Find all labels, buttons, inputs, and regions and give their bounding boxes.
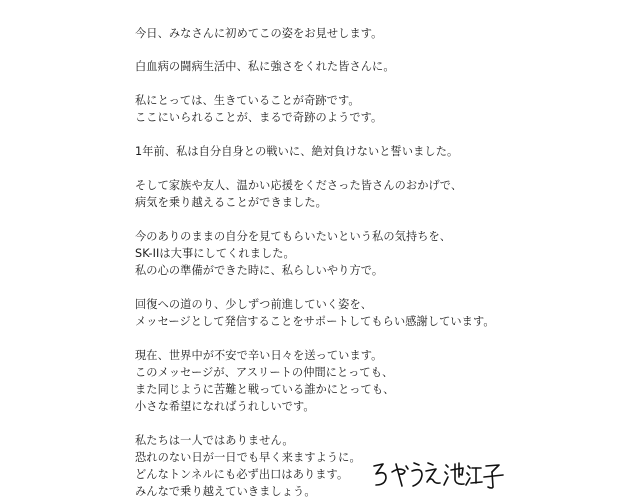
signature-drawing xyxy=(368,458,508,492)
paragraph-7 xyxy=(135,296,495,330)
line: みんなで乗り越えていきましょう。 xyxy=(135,485,316,498)
paragraph-5 xyxy=(135,177,462,211)
line: どんなトンネルにも必ず出口はあります。 xyxy=(135,468,349,481)
line: そして家族や友人、温かい応援をくださった皆さんのおかげで、 xyxy=(135,179,463,192)
line: 私の心の準備ができた時に、私らしいやり方で。 xyxy=(135,264,384,277)
line: SK-IIは大事にしてくれました。 xyxy=(135,247,295,260)
line: 私にとっては、生きていることが奇跡です。 xyxy=(135,94,360,107)
line: 今のありのままの自分を見てもらいたいという私の気持ちを、 xyxy=(135,230,452,243)
paragraph-2 xyxy=(135,58,395,75)
paragraph-6 xyxy=(135,228,451,279)
line: また同じように苦難と戦っている誰かにとっても、 xyxy=(135,383,395,396)
line: 現在、世界中が不安で辛い日々を送っています。 xyxy=(135,349,383,362)
line: 1年前、私は自分自身との戦いに、絶対負けないと誓いました。 xyxy=(135,145,459,158)
line: 回復への道のり、少しずつ前進していく姿を、 xyxy=(135,298,373,311)
paragraph-1 xyxy=(135,25,382,42)
paragraph-3 xyxy=(135,92,382,126)
line: 白血病の闘病生活中、私に強さをくれた皆さんに。 xyxy=(135,60,395,73)
line: ここにいられることが、まるで奇跡のようです。 xyxy=(135,111,383,124)
paragraph-9 xyxy=(135,432,361,500)
line: 私たちは一人ではありません。 xyxy=(135,434,294,447)
line: このメッセージが、アスリートの仲間にとっても、 xyxy=(135,366,394,379)
paragraph-4 xyxy=(135,143,458,160)
letter-body xyxy=(135,0,630,500)
line: 小さな希望になればうれしいです。 xyxy=(135,400,315,413)
line: 恐れのない日が一日でも早く来ますように。 xyxy=(135,451,361,464)
line: メッセージとして発信することをサポートしてもらい感謝しています。 xyxy=(135,315,495,328)
paragraph-8 xyxy=(135,347,394,415)
line: 病気を乗り越えることができました。 xyxy=(135,196,327,209)
line: 今日、みなさんに初めてこの姿をお見せします。 xyxy=(135,27,383,40)
handwritten-signature xyxy=(368,458,508,492)
